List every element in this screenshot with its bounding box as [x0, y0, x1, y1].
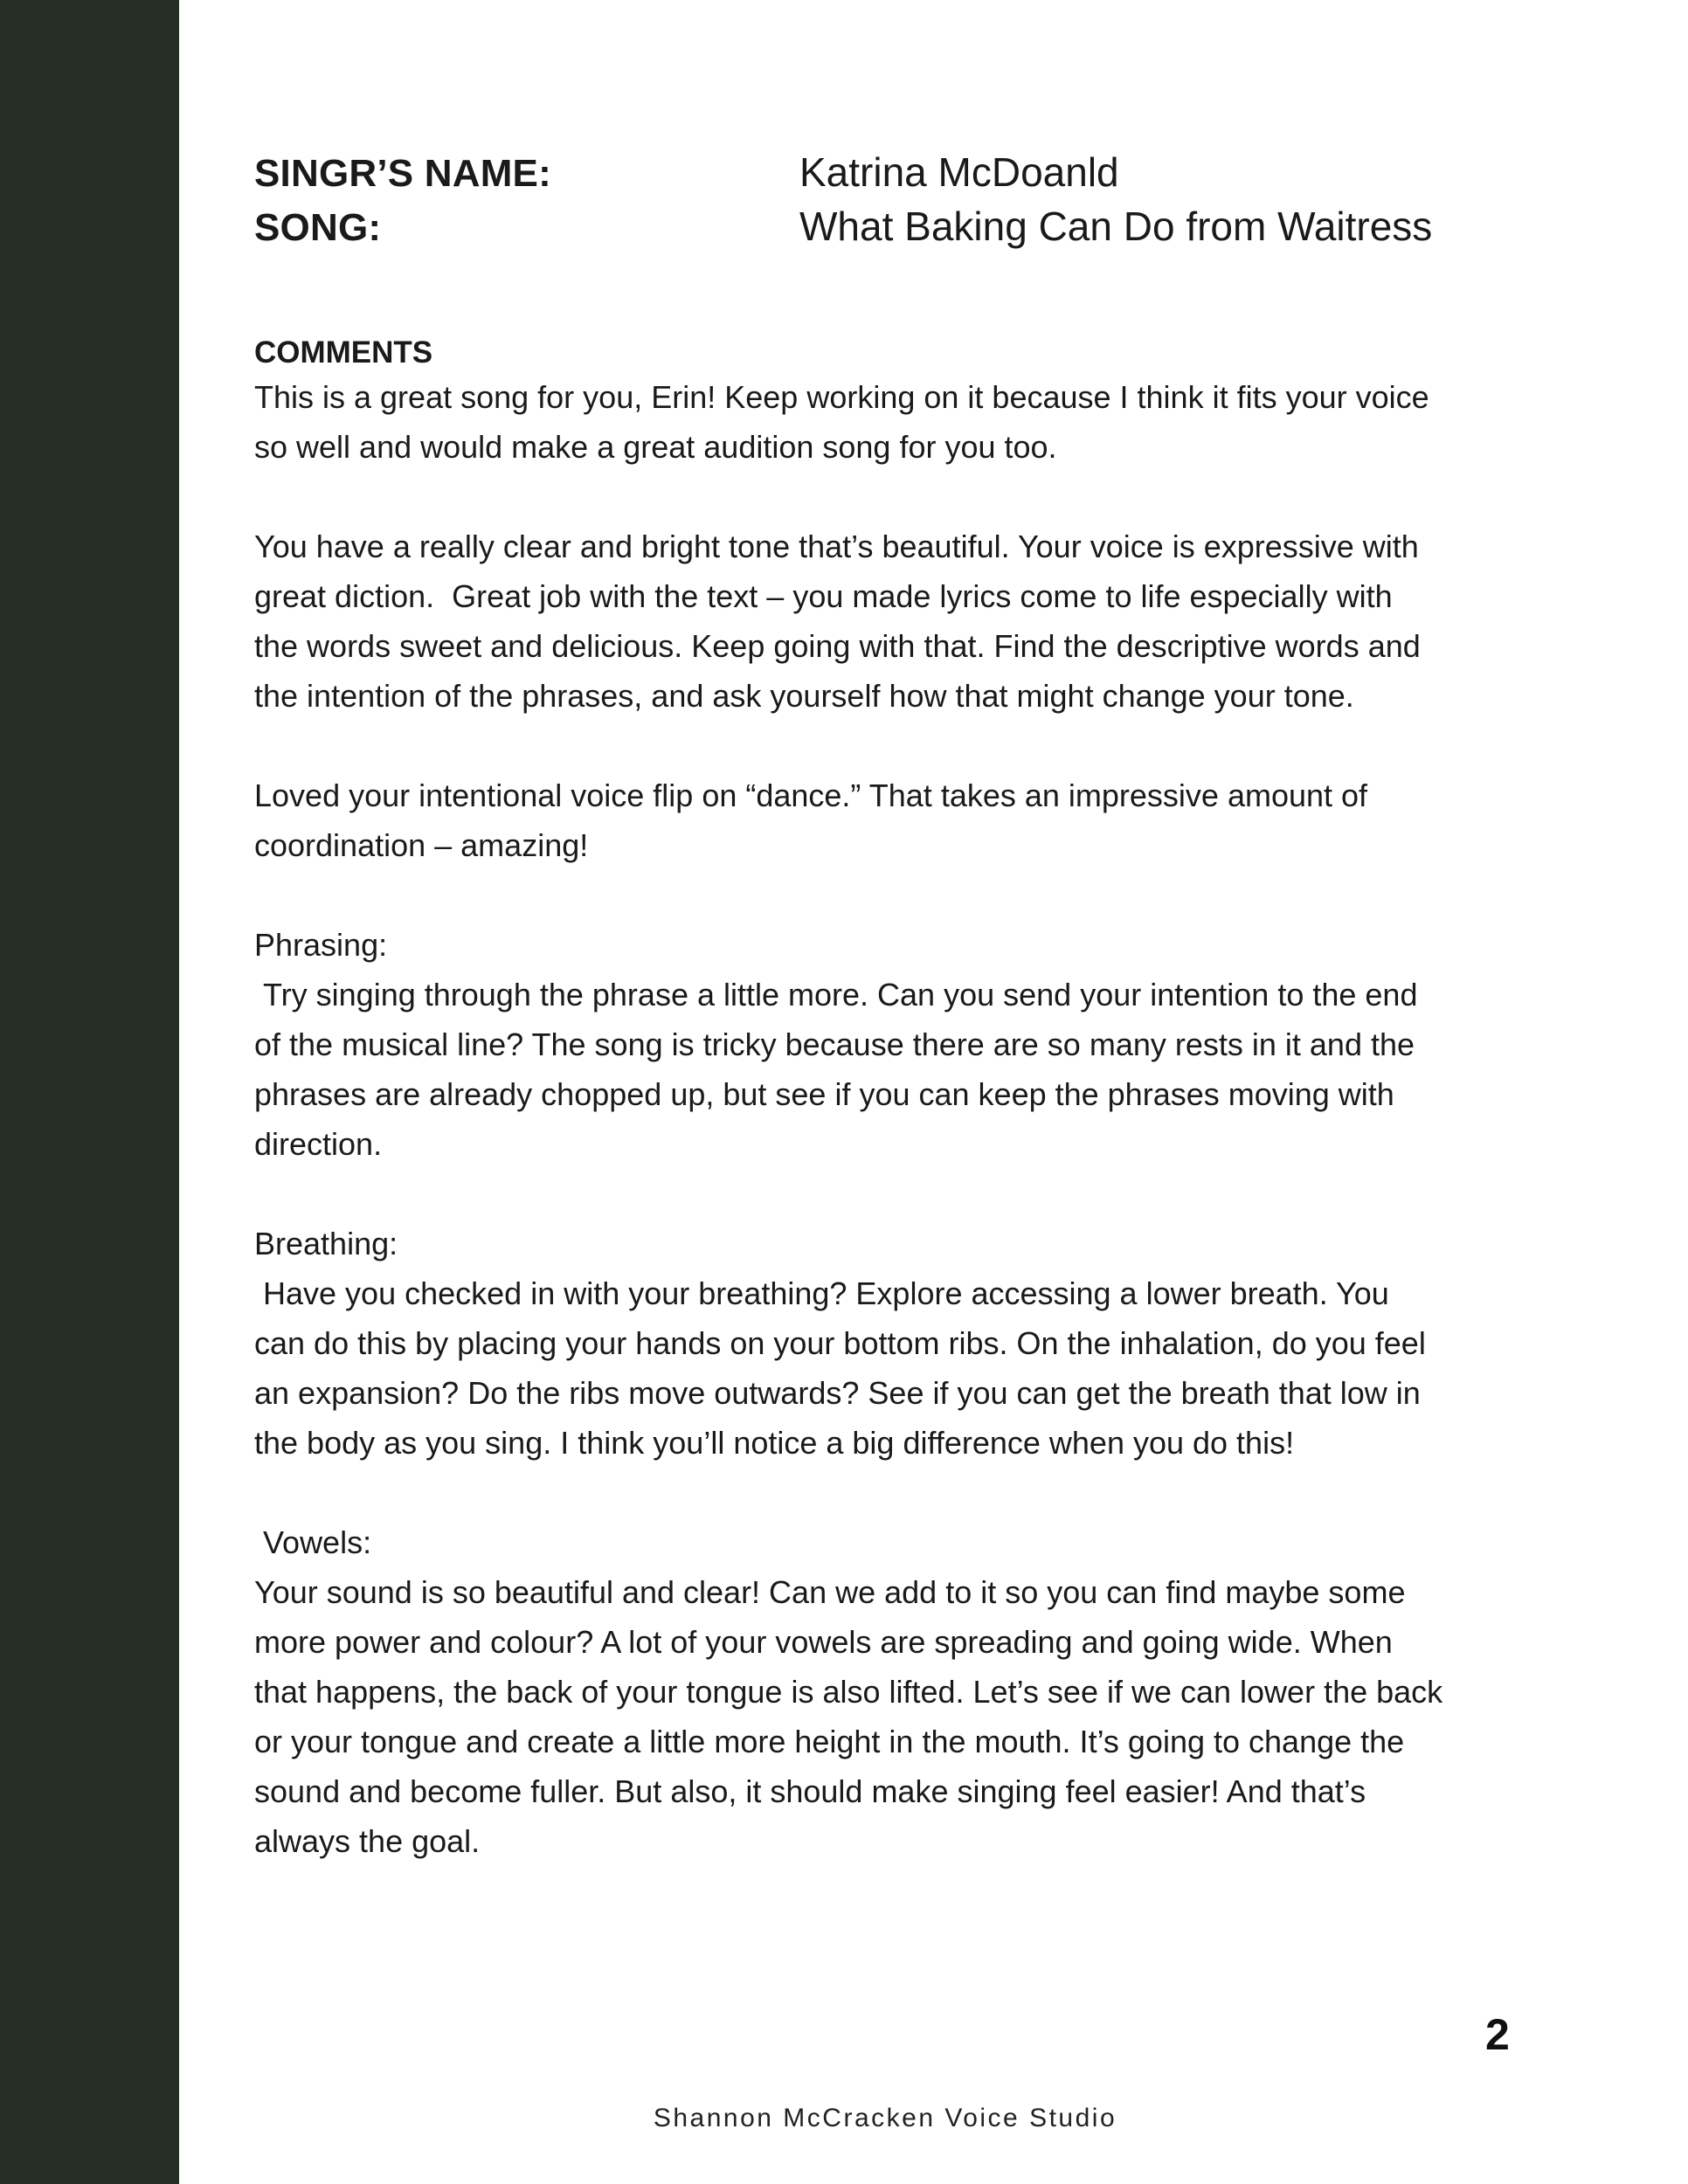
paragraph-line: or your tongue and create a little more height in the mouth. It’s going to change the [254, 1724, 1405, 1759]
paragraph-line: Try singing through the phrase a little more. Can you send your intention to the end [254, 977, 1418, 1013]
phrasing-heading: Phrasing: [254, 927, 388, 963]
breathing-section [254, 1219, 1591, 1468]
paragraph-line: an expansion? Do the ribs move outwards? See if you can get the breath that low in [254, 1375, 1421, 1411]
breathing-heading: Breathing: [254, 1226, 398, 1261]
song-row [254, 203, 1591, 257]
phrasing-section [254, 920, 1591, 1169]
intro-paragraph [254, 372, 1591, 472]
singer-row [254, 149, 1591, 203]
paragraph-line: so well and would make a great audition song for you too. [254, 429, 1057, 465]
paragraph-line: phrases are already chopped up, but see if you can keep the phrases moving with [254, 1076, 1394, 1112]
paragraph-line: Have you checked in with your breathing? Explore accessing a lower breath. You [254, 1275, 1389, 1311]
tone-paragraph [254, 522, 1591, 721]
paragraph-line: of the musical line? The song is tricky because there are so many rests in it and the [254, 1026, 1415, 1062]
paragraph-line: that happens, the back of your tongue is also lifted. Let’s see if we can lower the back [254, 1674, 1443, 1710]
paragraph-line: great diction. Great job with the text – you made lyrics come to life especially with [254, 578, 1393, 614]
paragraph-line: This is a great song for you, Erin! Keep working on it because I think it fits your voice [254, 379, 1429, 415]
paragraph-line: Loved your intentional voice flip on “dance.” That takes an impressive amount of [254, 778, 1368, 813]
voice-flip-paragraph [254, 771, 1591, 870]
paragraph-line: sound and become fuller. But also, it should make singing feel easier! And that’s [254, 1773, 1366, 1809]
page-number: 2 [1485, 2010, 1510, 2059]
paragraph-line: coordination – amazing! [254, 827, 589, 863]
feedback-content [254, 149, 1591, 1866]
paragraph-line: can do this by placing your hands on your bottom ribs. On the inhalation, do you feel [254, 1325, 1426, 1361]
comments-heading: COMMENTS [254, 335, 433, 370]
sidebar-stripe [0, 0, 179, 2184]
paragraph-line: direction. [254, 1126, 383, 1162]
paragraph-line: the intention of the phrases, and ask yourself how that might change your tone. [254, 678, 1354, 714]
vowels-section [254, 1517, 1591, 1866]
vowels-heading: Vowels: [254, 1524, 372, 1560]
paragraph-line: the body as you sing. I think you’ll notice a big difference when you do this! [254, 1425, 1295, 1461]
paragraph-line: always the goal. [254, 1823, 481, 1859]
paragraph-line: You have a really clear and bright tone that’s beautiful. Your voice is expressive with [254, 529, 1419, 564]
song-title: What Baking Can Do from Waitress [799, 204, 1433, 249]
singer-name: Katrina McDoanld [799, 149, 1119, 195]
paragraph-line: the words sweet and delicious. Keep going with that. Find the descriptive words and [254, 628, 1421, 664]
paragraph-line: Your sound is so beautiful and clear! Can we add to it so you can find maybe some [254, 1574, 1406, 1610]
paragraph-line: more power and colour? A lot of your vowels are spreading and going wide. When [254, 1624, 1393, 1660]
studio-footer: Shannon McCracken Voice Studio [653, 2104, 1117, 2132]
singer-label: SINGR’S NAME: [254, 152, 551, 195]
song-label: SONG: [254, 206, 382, 249]
